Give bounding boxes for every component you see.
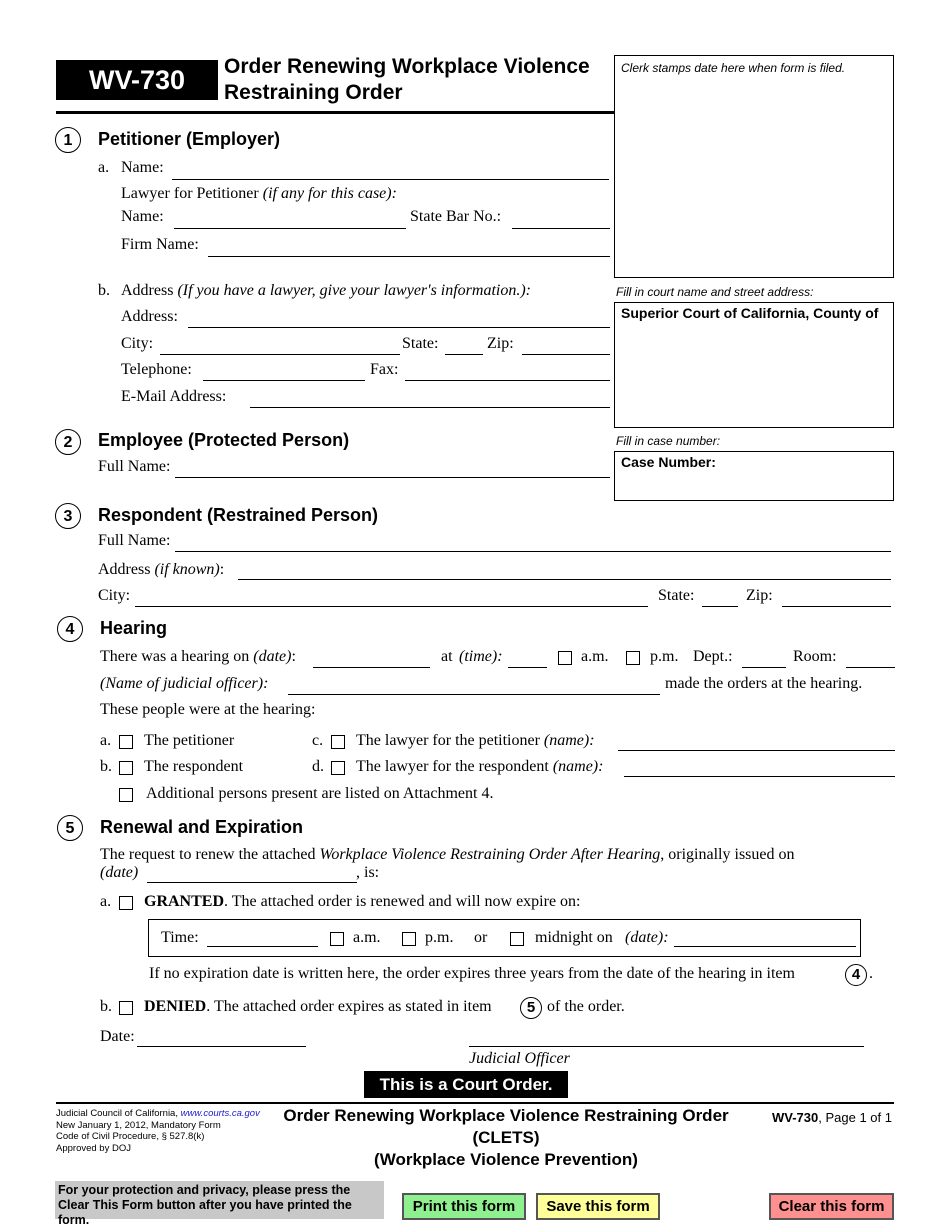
no-expiration-text — [149, 965, 795, 983]
expire-pm-checkbox[interactable] — [402, 932, 416, 946]
pm-checkbox[interactable] — [626, 651, 640, 665]
footer-title-line2: (CLETS) — [472, 1128, 540, 1147]
lawyer-label: Lawyer for Petitioner — [121, 185, 259, 202]
respondent-zip-field[interactable] — [782, 606, 891, 607]
respondent-address-head: Address — [98, 561, 151, 578]
item-5a-label: a. — [100, 893, 112, 910]
clear-button[interactable]: Clear this form — [769, 1193, 894, 1220]
expiration-time-field[interactable] — [207, 946, 318, 947]
fax-field[interactable] — [405, 380, 610, 381]
renewal-request-text — [100, 846, 795, 864]
petitioner-present-label: The petitioner — [144, 732, 235, 749]
item-4d-label: d. — [312, 758, 324, 775]
footer-title-line3: (Workplace Violence Prevention) — [374, 1150, 638, 1169]
am-label: a.m. — [581, 648, 609, 665]
petitioner-name-field[interactable] — [172, 179, 609, 180]
footer-form-number: WV-730 — [772, 1110, 819, 1125]
lawyer-petitioner-name-note: (name): — [543, 732, 595, 749]
clerk-stamp-box — [614, 55, 894, 278]
employee-name-field[interactable] — [175, 477, 610, 478]
footer-info — [56, 1108, 260, 1154]
email-field[interactable] — [250, 407, 610, 408]
lawyer-respondent-text: The lawyer for the respondent — [356, 758, 549, 775]
respondent-present-checkbox[interactable] — [119, 761, 133, 775]
expiration-time-label: Time: — [161, 929, 199, 946]
hearing-date-text — [100, 648, 296, 666]
judicial-officer-name-label: (Name of judicial officer): — [100, 675, 269, 692]
time-label: (time): — [459, 648, 503, 665]
court-name-box[interactable] — [614, 302, 894, 428]
state-label: State: — [402, 335, 439, 352]
lawyer-name-field[interactable] — [174, 228, 406, 229]
footer-title-line1: Order Renewing Workplace Violence Restraining Order — [283, 1106, 729, 1125]
state-field[interactable] — [445, 354, 483, 355]
state-bar-label: State Bar No.: — [410, 208, 502, 225]
granted-label — [144, 893, 580, 911]
expiration-date-field[interactable] — [674, 946, 856, 947]
address-note: (If you have a lawyer, give your lawyer's information.): — [177, 282, 532, 299]
order-name: Workplace Violence Restraining Order After Hearing — [319, 846, 661, 863]
of-order-text: of the order. — [547, 998, 625, 1015]
footer-rule — [56, 1102, 894, 1104]
form-number-box — [56, 60, 218, 100]
hearing-date-colon: : — [291, 648, 296, 665]
at-label: at — [441, 648, 453, 665]
section5-number: 5 — [57, 815, 83, 841]
hearing-date-field[interactable] — [313, 667, 430, 668]
respondent-name-label: Full Name: — [98, 532, 171, 549]
firm-name-field[interactable] — [208, 256, 610, 257]
telephone-field[interactable] — [203, 380, 365, 381]
state-bar-field[interactable] — [512, 228, 610, 229]
granted-word: GRANTED — [144, 893, 225, 910]
petitioner-present-checkbox[interactable] — [119, 735, 133, 749]
lawyer-respondent-name-field[interactable] — [624, 776, 895, 777]
city-label: City: — [121, 335, 154, 352]
hearing-date-label: (date) — [253, 648, 292, 665]
lawyer-petitioner-checkbox[interactable] — [331, 735, 345, 749]
respondent-zip-label: Zip: — [746, 587, 773, 604]
denied-checkbox[interactable] — [119, 1001, 133, 1015]
zip-field[interactable] — [522, 354, 610, 355]
website-link[interactable]: www.courts.ca.gov — [180, 1108, 260, 1119]
section4-number: 4 — [57, 616, 83, 642]
expire-date-label: (date): — [625, 929, 669, 946]
address-field[interactable] — [188, 327, 610, 328]
firm-name-label: Firm Name: — [121, 236, 199, 253]
respondent-address-colon: : — [219, 561, 225, 578]
am-checkbox[interactable] — [558, 651, 572, 665]
zip-label: Zip: — [487, 335, 514, 352]
case-number-box[interactable] — [614, 451, 894, 501]
court-name: Superior Court of California, County of — [621, 305, 879, 321]
respondent-state-field[interactable] — [702, 606, 738, 607]
respondent-present-label: The respondent — [144, 758, 244, 775]
item-4b-label: b. — [100, 758, 112, 775]
no-expiration-sentence: If no expiration date is written here, the order expires three years from the date of the hearing in item — [149, 965, 795, 982]
lawyer-respondent-label — [356, 758, 603, 776]
judicial-officer-name-field[interactable] — [288, 694, 660, 695]
respondent-city-label: City: — [98, 587, 131, 604]
form-title-line1: Order Renewing Workplace Violence — [224, 55, 590, 78]
section1-number: 1 — [55, 127, 81, 153]
case-number-note: Fill in case number: — [616, 434, 721, 448]
address-heading — [121, 282, 531, 300]
respondent-address-note: (if known) — [154, 561, 220, 578]
respondent-state-label: State: — [658, 587, 695, 604]
renewal-date-label: (date) — [100, 864, 139, 881]
midnight-label: midnight on — [535, 929, 613, 946]
denied-word: DENIED — [144, 998, 207, 1015]
room-field[interactable] — [846, 667, 895, 668]
council-text: Judicial Council of California, — [56, 1108, 178, 1119]
item-ref-4: 4 — [845, 964, 867, 986]
sign-date-field[interactable] — [137, 1046, 306, 1047]
employee-name-label: Full Name: — [98, 458, 171, 475]
form-title — [224, 54, 590, 106]
petitioner-name-label: Name: — [121, 159, 164, 176]
expire-am-checkbox[interactable] — [330, 932, 344, 946]
dept-label: Dept.: — [693, 648, 733, 665]
lawyer-note: (if any for this case): — [262, 185, 397, 202]
print-button[interactable]: Print this form — [402, 1193, 526, 1220]
denied-label — [144, 998, 492, 1016]
dept-field[interactable] — [742, 667, 786, 668]
case-number-label: Case Number: — [621, 454, 716, 470]
fax-label: Fax: — [370, 361, 399, 378]
granted-text: . The attached order is renewed and will now expire on: — [224, 893, 581, 910]
form-number: WV-730 — [88, 65, 186, 95]
section4-title: Hearing — [100, 618, 168, 638]
lawyer-name-label: Name: — [121, 208, 164, 225]
code-text: Code of Civil Procedure, § 527.8(k) — [56, 1131, 205, 1142]
lawyer-respondent-name-note: (name): — [552, 758, 604, 775]
section3-title: Respondent (Restrained Person) — [98, 505, 379, 525]
midnight-checkbox[interactable] — [510, 932, 524, 946]
address-head: Address — [121, 282, 174, 299]
original-date-field[interactable] — [147, 882, 357, 883]
telephone-label: Telephone: — [121, 361, 192, 378]
granted-checkbox[interactable] — [119, 896, 133, 910]
sign-date-label: Date: — [100, 1028, 135, 1045]
people-present-text: These people were at the hearing: — [100, 701, 316, 718]
header-rule — [56, 111, 614, 114]
no-expiration-period: . — [869, 965, 873, 982]
save-button[interactable]: Save this form — [536, 1193, 660, 1220]
hearing-text: There was a hearing on — [100, 648, 250, 665]
room-label: Room: — [793, 648, 837, 665]
section5-title: Renewal and Expiration — [100, 817, 304, 837]
footer-page — [772, 1110, 892, 1125]
email-label: E-Mail Address: — [121, 388, 227, 405]
item-5b-label: b. — [100, 998, 112, 1015]
section1-title: Petitioner (Employer) — [98, 129, 281, 149]
court-name-note: Fill in court name and street address: — [616, 285, 814, 299]
item-4a-label: a. — [100, 732, 112, 749]
made-orders-text: made the orders at the hearing. — [665, 675, 863, 692]
approved-text: Approved by DOJ — [56, 1142, 131, 1154]
lawyer-petitioner-label — [356, 732, 595, 750]
section2-title: Employee (Protected Person) — [98, 430, 350, 450]
or-label: or — [474, 929, 488, 946]
lawyer-petitioner-name-field[interactable] — [618, 750, 895, 751]
additional-persons-checkbox[interactable] — [119, 788, 133, 802]
expire-am-label: a.m. — [353, 929, 381, 946]
request-text: The request to renew the attached — [100, 846, 316, 863]
item-ref-5: 5 — [520, 997, 542, 1019]
judicial-officer-label: Judicial Officer — [469, 1050, 570, 1067]
court-order-banner: This is a Court Order. — [364, 1071, 568, 1098]
item-b-label: b. — [98, 282, 110, 299]
address-label: Address: — [121, 308, 178, 325]
item-4c-label: c. — [312, 732, 324, 749]
hearing-time-field[interactable] — [508, 667, 547, 668]
form-title-line2: Restraining Order — [224, 81, 403, 104]
lawyer-for-petitioner-label — [121, 185, 397, 203]
item-a-label: a. — [98, 159, 110, 176]
additional-persons-label: Additional persons present are listed on Attachment 4. — [146, 785, 494, 802]
city-field[interactable] — [160, 354, 400, 355]
lawyer-petitioner-text: The lawyer for the petitioner — [356, 732, 540, 749]
privacy-note: For your protection and privacy, please press the Clear This Form button after you have printed the form. — [55, 1181, 384, 1219]
lawyer-respondent-checkbox[interactable] — [331, 761, 345, 775]
originally-text: , originally issued on — [660, 846, 795, 863]
footer-page-number: , Page 1 of 1 — [818, 1110, 892, 1125]
judicial-officer-signature-field[interactable] — [469, 1046, 864, 1047]
expiration-box — [148, 919, 861, 957]
respondent-address-label — [98, 561, 224, 579]
respondent-name-field[interactable] — [175, 551, 891, 552]
pm-label: p.m. — [650, 648, 679, 665]
denied-text: . The attached order expires as stated in item — [206, 998, 492, 1015]
respondent-address-field[interactable] — [238, 579, 891, 580]
expire-pm-label: p.m. — [425, 929, 454, 946]
section3-number: 3 — [55, 503, 81, 529]
is-text: , is: — [356, 864, 380, 881]
effective-text: New January 1, 2012, Mandatory Form — [56, 1119, 221, 1131]
footer-title — [256, 1105, 756, 1171]
respondent-city-field[interactable] — [135, 606, 648, 607]
clerk-stamp-note: Clerk stamps date here when form is filed. — [621, 61, 846, 75]
section2-number: 2 — [55, 429, 81, 455]
